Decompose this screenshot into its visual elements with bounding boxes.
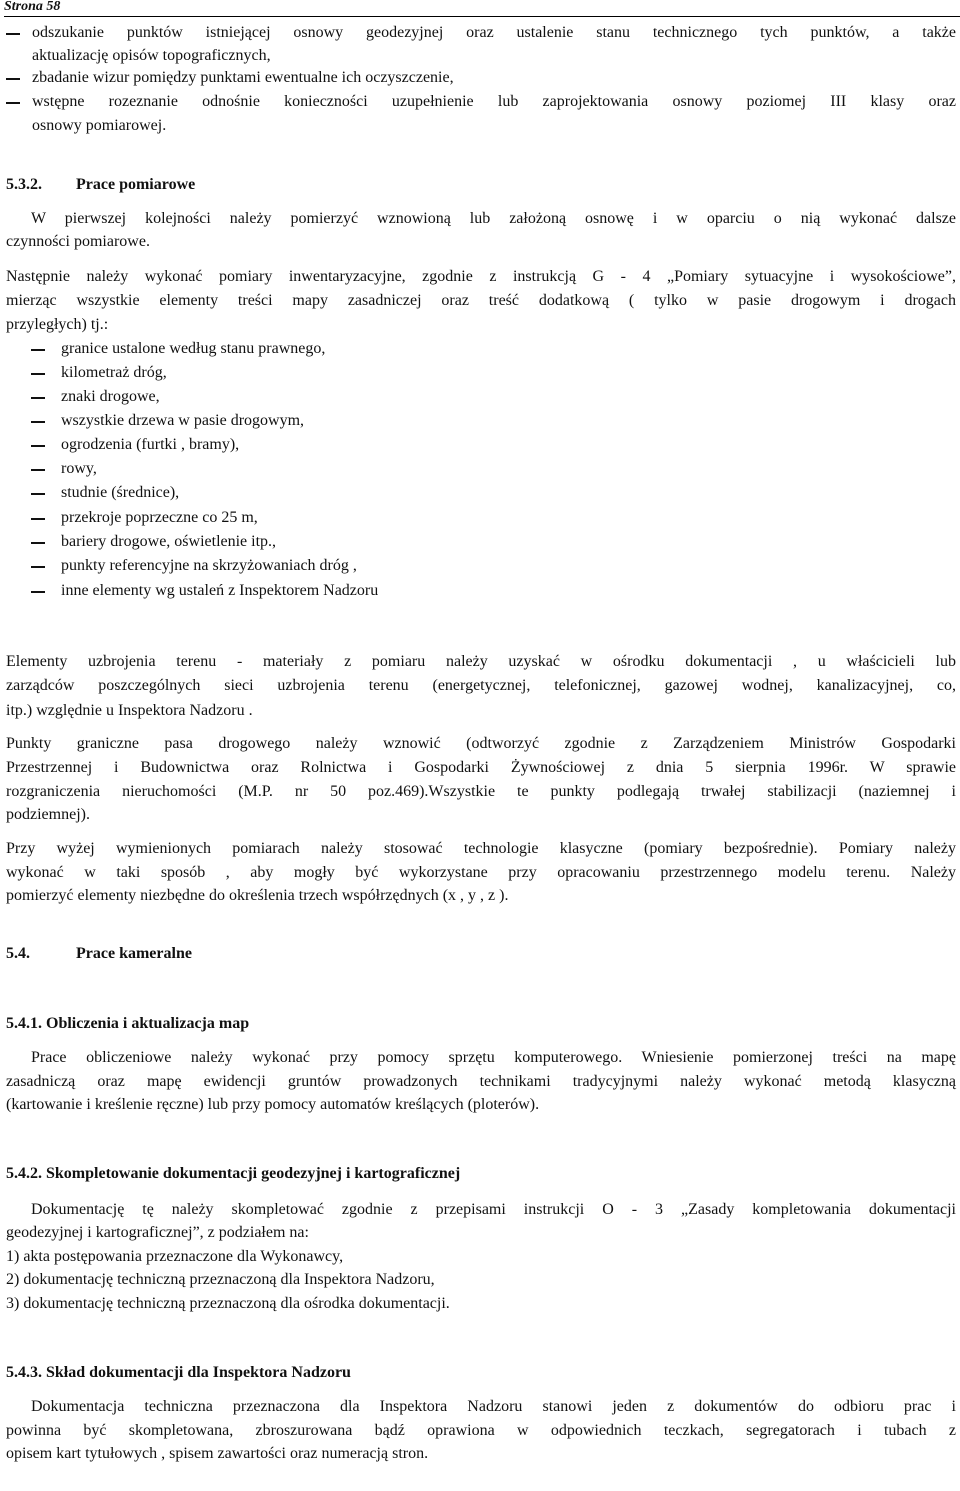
dash-bullet — [31, 469, 45, 471]
paragraph-line: czynności pomiarowe. — [6, 233, 150, 250]
paragraph-line: rozgraniczenia nieruchomości (M.P. nr 50 poz.469).Wszystkie te punkty podlegają trwałej stabilizacji (naziemnej i — [6, 783, 956, 800]
paragraph-line: Dokumentacja techniczna przeznaczona dla Inspektora Nadzoru stanowi jeden z dokumentów do odbioru prac i — [31, 1398, 956, 1415]
paragraph-line: wykonać w taki sposób , aby mogły być wykorzystane przy opracowaniu przestrzennego modelu terenu. Należy — [6, 864, 956, 881]
dash-bullet — [31, 397, 45, 399]
dash-bullet — [31, 373, 45, 375]
paragraph-line: zasadniczą oraz mapę ewidencji gruntów prowadzonych technikami tradycyjnymi należy wykonać metodą klasyczną — [6, 1073, 956, 1090]
list-item-continuation: osnowy pomiarowej. — [32, 117, 167, 134]
list-item: wstępne rozeznanie odnośnie konieczności uzupełnienie lub zaprojektowania osnowy poziomej III klasy oraz — [32, 93, 956, 110]
dash-bullet — [31, 518, 45, 520]
section-heading: 5.4.2. Skompletowanie dokumentacji geodezyjnej i kartograficznej — [6, 1165, 461, 1182]
list-item: znaki drogowe, — [61, 388, 160, 405]
paragraph-line: powinna być skompletowana, zbroszurowana bądź oprawiona w odpowiednich teczkach, segregatorach i tubach z — [6, 1422, 956, 1439]
paragraph-line: Prace obliczeniowe należy wykonać przy pomocy sprzętu komputerowego. Wniesienie pomierzonej treści na mapę — [31, 1049, 956, 1066]
dash-bullet — [6, 102, 20, 104]
list-item: rowy, — [61, 460, 97, 477]
paragraph-line: geodezyjnej i kartograficznej”, z podziałem na: — [6, 1224, 309, 1241]
paragraph-line: Przestrzennej i Budownictwa oraz Rolnictwa i Gospodarki Żywnościowej z dnia 5 sierpnia 1996r. W sprawie — [6, 759, 956, 776]
page-header — [4, 0, 960, 17]
list-item: zbadanie wizur pomiędzy punktami ewentualne ich oczyszczenie, — [32, 69, 454, 86]
paragraph-line: zarządców poszczególnych sieci uzbrojenia terenu (energetycznej, telefonicznej, gazowej wodnej, kanalizacyjnej, co, — [6, 677, 956, 694]
dash-bullet — [31, 591, 45, 593]
paragraph-line: przyległych) tj.: — [6, 316, 109, 333]
dash-bullet — [31, 493, 45, 495]
dash-bullet — [6, 78, 20, 80]
numbered-item: 3) dokumentację techniczną przeznaczoną dla ośrodka dokumentacji. — [6, 1295, 450, 1312]
list-item: punkty referencyjne na skrzyżowaniach dróg , — [61, 557, 357, 574]
section-title: Prace kameralne — [76, 945, 192, 962]
section-heading: 5.4.1. Obliczenia i aktualizacja map — [6, 1015, 250, 1032]
list-item: wszystkie drzewa w pasie drogowym, — [61, 412, 305, 429]
section-number: 5.4. — [6, 945, 30, 962]
list-item: kilometraż dróg, — [61, 364, 167, 381]
paragraph-line: Dokumentację tę należy skompletować zgodnie z przepisami instrukcji O - 3 „Zasady kompletowania dokumentacji — [31, 1201, 956, 1218]
list-item-continuation: aktualizację opisów topograficznych, — [32, 47, 271, 64]
paragraph-line: W pierwszej kolejności należy pomierzyć wznowioną lub założoną osnowę i w oparciu o nią wykonać dalsze — [31, 210, 956, 227]
list-item: studnie (średnice), — [61, 484, 180, 501]
paragraph-line: pomierzyć elementy niezbędne do określenia trzech współrzędnych (x , y , z ). — [6, 887, 509, 904]
paragraph-line: Przy wyżej wymienionych pomiarach należy stosować technologie klasyczne (pomiary bezpośrednie). Pomiary należy — [6, 840, 956, 857]
paragraph-line: Elementy uzbrojenia terenu - materiały z pomiaru należy uzyskać w ośrodku dokumentacji , u właścicieli lub — [6, 653, 956, 670]
list-item: bariery drogowe, oświetlenie itp., — [61, 533, 277, 550]
dash-bullet — [31, 445, 45, 447]
list-item: przekroje poprzeczne co 25 m, — [61, 509, 258, 526]
list-item: inne elementy wg ustaleń z Inspektorem Nadzoru — [61, 582, 379, 599]
dash-bullet — [31, 542, 45, 544]
numbered-item: 1) akta postępowania przeznaczone dla Wykonawcy, — [6, 1248, 344, 1265]
section-title: Prace pomiarowe — [76, 176, 196, 193]
dash-bullet — [31, 421, 45, 423]
dash-bullet — [31, 349, 45, 351]
list-item: odszukanie punktów istniejącej osnowy geodezyjnej oraz ustalenie stanu technicznego tych punktów, a także — [32, 24, 956, 41]
paragraph-line: Punkty graniczne pasa drogowego należy wznowić (odtworzyć zgodnie z Zarządzeniem Ministrów Gospodarki — [6, 735, 956, 752]
list-item: ogrodzenia (furtki , bramy), — [61, 436, 240, 453]
dash-bullet — [31, 566, 45, 568]
paragraph-line: Następnie należy wykonać pomiary inwentaryzacyjne, zgodnie z instrukcją G - 4 „Pomiary sytuacyjne i wysokościowe”, — [6, 268, 956, 285]
numbered-item: 2) dokumentację techniczną przeznaczoną dla Inspektora Nadzoru, — [6, 1271, 435, 1288]
paragraph-line: (kartowanie i kreślenie ręczne) lub przy pomocy automatów kreślących (ploterów). — [6, 1096, 540, 1113]
section-heading: 5.4.3. Skład dokumentacji dla Inspektora Nadzoru — [6, 1364, 351, 1381]
paragraph-line: opisem kart tytułowych , spisem zawartości oraz numeracją stron. — [6, 1445, 429, 1462]
page-number: Strona 58 — [4, 0, 61, 14]
list-item: granice ustalone według stanu prawnego, — [61, 340, 326, 357]
section-number: 5.3.2. — [6, 176, 42, 193]
dash-bullet — [6, 33, 20, 35]
paragraph-line: mierząc wszystkie elementy treści mapy zasadniczej oraz treść dodatkową ( tylko w pasie drogowym i drogach — [6, 292, 956, 309]
paragraph-line: itp.) względnie u Inspektora Nadzoru . — [6, 702, 253, 719]
paragraph-line: podziemnej). — [6, 806, 90, 823]
